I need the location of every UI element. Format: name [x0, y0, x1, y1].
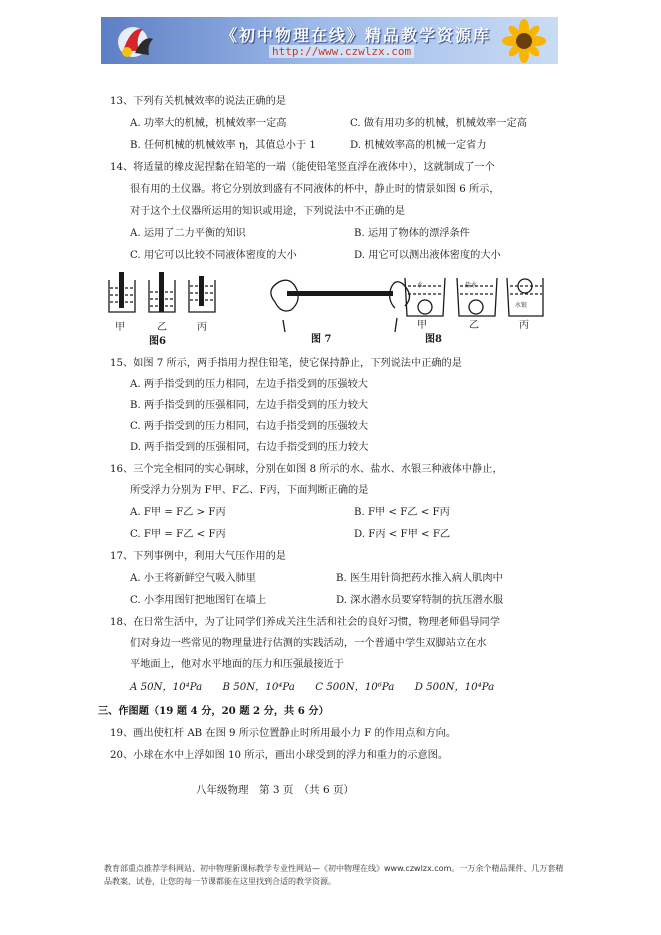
q16-option-c: C. F甲 = F乙 < F丙: [130, 529, 226, 540]
q17-stem: 17、下列事例中，利用大气压作用的是: [110, 551, 286, 562]
q19-text: 19、画出使杠杆 AB 在图 9 所示位置静止时所用最小力 F 的作用点和方向。: [110, 728, 457, 739]
q14-stem-1: 14、将适量的橡皮泥捏黏在铅笔的一端（能使铅笔竖直浮在液体中），这就制成了一个: [110, 162, 495, 173]
section-title: 三、作图题（19 题 4 分，20 题 2 分，共 6 分）: [98, 705, 329, 717]
fig8-water-label: 水: [417, 282, 424, 289]
q13-option-c: C. 做有用功多的机械，机械效率一定高: [350, 118, 527, 129]
fig8-label-yi: 乙: [469, 320, 479, 331]
q16-option-b: B. F甲 < F乙 < F丙: [354, 507, 450, 518]
fig6-label-bing: 丙: [197, 322, 207, 333]
q18-options: A 50N，10⁴Pa B 50N，10⁴Pa C 500N，10⁶Pa D 500N，10⁴Pa: [130, 682, 495, 693]
fig7-caption: 图 7: [311, 334, 332, 345]
q14-option-c: C. 用它可以比较不同液体密度的大小: [130, 250, 297, 261]
q16-stem-1: 16、三个完全相同的实心铜球，分别在如图 8 所示的水、盐水、水银三种液体中静止，: [110, 464, 503, 475]
q17-option-c: C. 小李用图钉把地图钉在墙上: [130, 595, 267, 606]
q13-stem: 13、下列有关机械效率的说法正确的是: [110, 96, 286, 107]
q13-option-b: B. 任何机械的机械效率 η，其值总小于 1: [130, 140, 316, 151]
q14-option-b: B. 运用了物体的漂浮条件: [354, 228, 470, 239]
site-note: 教育部重点推荐学科网站、初中物理新课标教学专业性网站—《初中物理在线》www.czwlzx.com。一万余个精品课件、几万套精品教案、试卷，让您的每一节课都能在这里找到合适的教学资源。: [104, 864, 564, 886]
site-logo-icon: [113, 21, 159, 61]
q14-option-a: A. 运用了二力平衡的知识: [130, 228, 246, 239]
q13-option-d: D. 机械效率高的机械一定省力: [350, 140, 487, 151]
q18-stem-2: 们对身边一些常见的物理量进行估测的实践活动，一个普通中学生双脚站立在水: [130, 638, 487, 649]
fig8-caption: 图8: [425, 334, 442, 345]
q17-option-a: A. 小王将新鲜空气吸入肺里: [130, 573, 256, 584]
fig8-label-jia: 甲: [417, 320, 427, 331]
page-number: 八年级物理 第 3 页 （共 6 页）: [196, 784, 354, 796]
figures-row: [105, 272, 545, 346]
q16-option-a: A. F甲 = F乙 > F丙: [130, 507, 226, 518]
fig8-label-bing: 丙: [519, 320, 529, 331]
q14-option-d: D. 用它可以测出液体密度的大小: [354, 250, 501, 261]
q17-option-d: D. 深水潜水员要穿特制的抗压潜水服: [336, 595, 504, 606]
q15-option-b: B. 两手指受到的压强相同，左边手指受到的压力较大: [130, 400, 369, 411]
site-banner: [101, 17, 558, 64]
q16-stem-2: 所受浮力分别为 F甲、F乙、F丙，下面判断正确的是: [130, 485, 369, 496]
q17-option-b: B. 医生用针筒把药水推入病人肌肉中: [336, 573, 503, 584]
q16-option-d: D. F丙 < F甲 < F乙: [354, 529, 451, 540]
fig8-mercury-label: 水银: [515, 302, 528, 309]
banner-url[interactable]: http://www.czwlzx.com: [269, 45, 414, 58]
fig6-label-jia: 甲: [115, 322, 125, 333]
q18-stem-1: 18、在日常生活中，为了让同学们养成关注生活和社会的良好习惯，物理老师倡导同学: [110, 617, 500, 628]
fig6-caption: 图6: [149, 336, 166, 347]
q14-stem-3: 对于这个土仪器所运用的知识或用途，下列说法中不正确的是: [130, 206, 406, 217]
q13-option-a: A. 功率大的机械，机械效率一定高: [130, 118, 287, 129]
sunflower-icon: [494, 18, 554, 64]
q15-stem: 15、如图 7 所示，两手指用力捏住铅笔，使它保持静止，下列说法中正确的是: [110, 358, 462, 369]
q18-stem-3: 平地面上，他对水平地面的压力和压强最接近于: [130, 659, 344, 670]
banner-title: 《初中物理在线》精品教学资源库: [221, 26, 492, 45]
fig6-label-yi: 乙: [157, 322, 167, 333]
q14-stem-2: 很有用的土仪器。将它分别放到盛有不同液体的杯中，静止时的情景如图 6 所示，: [130, 184, 500, 195]
q20-text: 20、小球在水中上浮如图 10 所示，画出小球受到的浮力和重力的示意图。: [110, 750, 449, 761]
q15-option-d: D. 两手指受到的压强相同，右边手指受到的压力较大: [130, 442, 369, 453]
q15-option-c: C. 两手指受到的压力相同，右边手指受到的压强较大: [130, 421, 369, 432]
fig8-salt-label: 盐水: [465, 282, 478, 289]
q15-option-a: A. 两手指受到的压力相同，左边手指受到的压强较大: [130, 379, 368, 390]
